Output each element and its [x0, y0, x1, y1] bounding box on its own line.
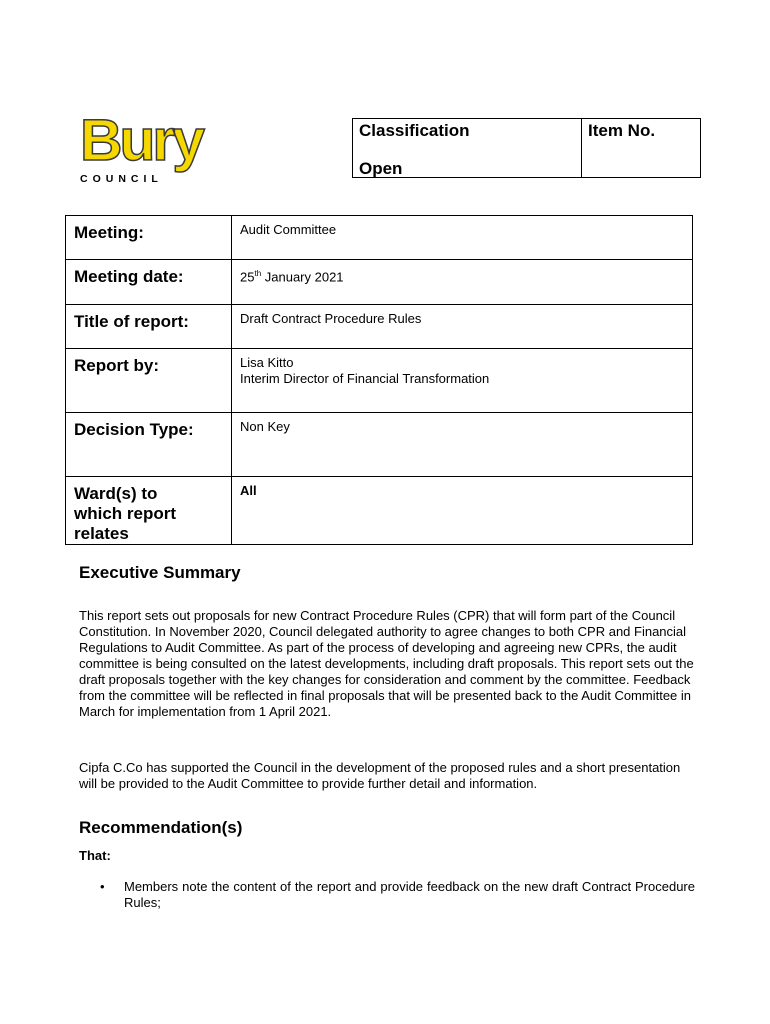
report-by-row: [66, 349, 693, 413]
meeting-details-table: [65, 215, 693, 545]
executive-summary-paragraph: This report sets out proposals for new Contract Procedure Rules (CPR) that will form part of the Council Constitution. In November 2020, Council delegated authority to agree changes to both CPR and Financial Regulations to Audit Committee. As part of the process of developing and agreeing new CPRs, the audit committee is being consulted on the latest developments, including draft proposals. This report sets out the draft proposals together with the key changes for consideration and comment by the committee. Feedback from the committee will be reflected in final proposals that will be presented back to the Audit Committee in March for implementation from 1 April 2021.: [79, 608, 694, 719]
svg-text:Bury: Bury: [80, 108, 205, 173]
wards-value: All: [232, 477, 693, 545]
report-by-label: Report by:: [66, 349, 232, 413]
wards-label: [66, 477, 232, 545]
meeting-date-suffix: th: [254, 269, 262, 278]
executive-summary-paragraph: Cipfa C.Co has supported the Council in the development of the proposed rules and a short presentation will be provided to the Audit Committee to provide further detail and information.: [79, 760, 681, 791]
meeting-value: Audit Committee: [232, 216, 693, 260]
report-title-row: [66, 305, 693, 349]
decision-type-row: [66, 413, 693, 477]
list-item: [100, 879, 695, 911]
meeting-date-rest: January 2021: [261, 269, 344, 285]
recommendations-list: [100, 879, 695, 911]
meeting-row: [66, 216, 693, 260]
wards-label-line: Ward(s) to: [74, 484, 158, 503]
bury-council-logo: [78, 108, 208, 188]
bullet-icon: •: [100, 879, 105, 894]
wards-label-line: which report: [74, 504, 177, 523]
decision-type-label: Decision Type:: [66, 413, 232, 477]
bury-wordmark: [80, 108, 205, 173]
wards-label-line: relates: [74, 524, 129, 543]
meeting-date-day: 25: [240, 269, 255, 285]
report-by-value: [232, 349, 693, 413]
classification-value: Open: [359, 159, 403, 178]
meeting-date-row: [66, 260, 693, 305]
that-label: That:: [79, 848, 111, 863]
decision-type-value: Non Key: [232, 413, 693, 477]
meeting-date-label: Meeting date:: [66, 260, 232, 305]
recommendation-text: Members note the content of the report and provide feedback on the new draft Contract Procedure Rules;: [124, 879, 695, 910]
classification-cell: [353, 119, 582, 178]
item-number-cell: [582, 119, 701, 178]
classification-label: Classification: [359, 121, 470, 140]
executive-summary-heading: Executive Summary: [79, 563, 241, 582]
meeting-label: Meeting:: [66, 216, 232, 260]
report-author-role: Interim Director of Financial Transformation: [240, 371, 490, 386]
wards-row: [66, 477, 693, 545]
classification-table: [352, 118, 701, 178]
meeting-date-value: [232, 260, 693, 305]
report-title-label: Title of report:: [66, 305, 232, 349]
council-wordmark: COUNCIL: [80, 173, 163, 185]
item-number-label: Item No.: [588, 121, 656, 140]
recommendations-heading: Recommendation(s): [79, 818, 243, 837]
report-title-value: Draft Contract Procedure Rules: [232, 305, 693, 349]
report-author-name: Lisa Kitto: [240, 355, 294, 370]
